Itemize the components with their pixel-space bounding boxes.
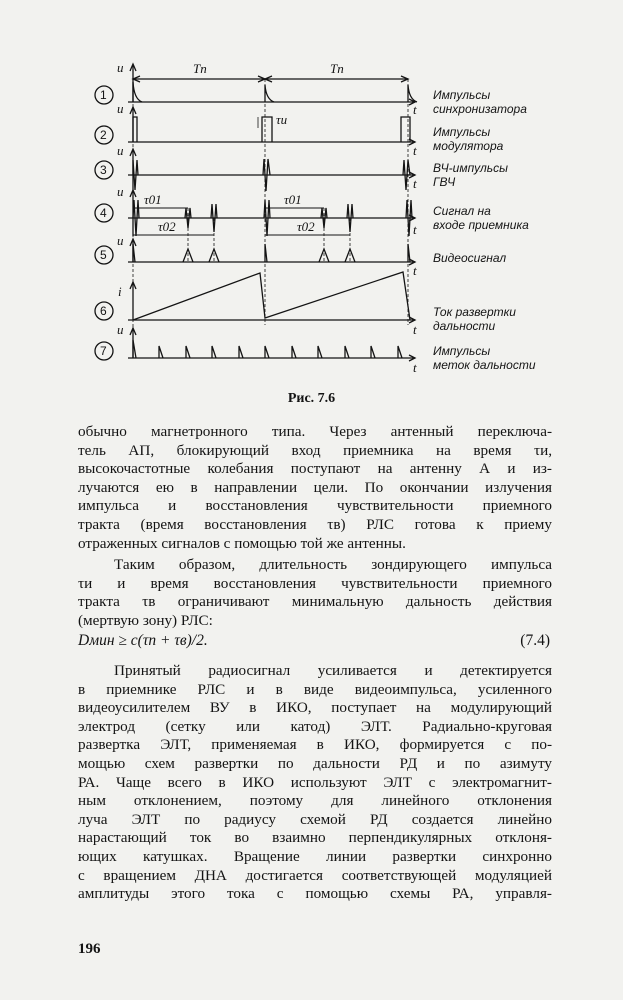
text-line: обычно магнетронного типа. Через антенный переключа-	[78, 423, 552, 440]
row-number: 3	[100, 163, 107, 177]
row-label: Импульсы	[433, 125, 491, 139]
formula-number: (7.4)	[520, 632, 550, 649]
axis-t-6: t	[413, 322, 417, 337]
text-line: развертка ЭЛТ, применяемая в ИКО, формируется с по-	[78, 736, 552, 754]
text-line: луча ЭЛТ по радиусу схемой РД создается линейно	[78, 810, 552, 828]
row-label: дальности	[433, 319, 496, 333]
row-label: Импульсы	[433, 344, 491, 358]
text-line: с вращением ДНА достигается соответствующей модуляцией	[78, 866, 552, 884]
row-number: 2	[100, 128, 107, 142]
timing-diagram	[0, 0, 623, 395]
text-line: ным отклонением, поэтому для линейного отклонения	[78, 792, 552, 810]
tau02-label-1: τ02	[158, 219, 176, 234]
period-label-2: Tп	[330, 61, 344, 76]
text-line: нарастающий ток во взаимно перпендикулярных отклоня-	[78, 829, 552, 847]
text-line: τи и время восстановления чувствительности приемного	[78, 574, 552, 592]
paragraph-3	[78, 662, 552, 904]
axis-t-5: t	[413, 263, 417, 278]
text-line: РА. Чаще всего в ИКО используют ЭЛТ с электромагнит-	[78, 773, 552, 791]
tau01-label-2: τ01	[284, 192, 302, 207]
row-number: 1	[100, 88, 107, 102]
row-label: Видеосигнал	[433, 251, 507, 265]
text-line: в приемнике РЛС и в виде видеоимпульса, усиленного	[78, 680, 552, 698]
text-line: лучаются ею в направлении цели. По окончании излучения	[78, 478, 552, 496]
text-line: амплитуды этого тока с помощью схемы РА, управля-	[78, 885, 552, 903]
text-line: тракта τв ограничивают минимальную дальность действия	[78, 593, 552, 611]
tau-i-label: τи	[276, 112, 288, 127]
row-number: 7	[100, 344, 107, 358]
formula-expression: Dмин ≥ c(τп + τв)/2.	[78, 632, 208, 649]
text-line: электрод (сетку или катод) ЭЛТ. Радиально-круговая	[78, 717, 552, 735]
text-line: импульса и восстановления чувствительности приемного	[78, 497, 552, 515]
text-line: Таким образом, длительность зондирующего импульса	[114, 556, 552, 573]
text-line: тракта (время восстановления τв) РЛС готова к приему	[78, 515, 552, 533]
page-number: 196	[78, 941, 101, 957]
axis-t-2: t	[413, 143, 417, 158]
axis-u-5: u	[117, 233, 124, 248]
row-label: модулятора	[433, 139, 504, 153]
text-line: Принятый радиосигнал усиливается и детектируется	[114, 662, 552, 679]
text-line: видеоусилителем ВУ в ИКО, поступает на модулирующий	[78, 699, 552, 717]
text-line: тель АП, блокирующий вход приемника на время τи,	[78, 441, 552, 459]
axis-u-4: u	[117, 184, 124, 199]
row-label: меток дальности	[433, 358, 536, 372]
text-line: мощью схем развертки по дальности РД и по азимуту	[78, 754, 552, 772]
text-line: ющих катушках. Вращение линии развертки синхронно	[78, 847, 552, 865]
text-line: высокочастотные колебания поступают на антенну А и из-	[78, 460, 552, 478]
tau02-label-2: τ02	[297, 219, 315, 234]
row-label: Сигнал на	[433, 204, 491, 218]
formula-7-4	[78, 632, 552, 650]
axis-u-1: u	[117, 60, 124, 75]
text-line: отраженных сигналов с помощью той же антенны.	[78, 534, 406, 552]
axis-t-7: t	[413, 360, 417, 375]
row-label: Ток развертки	[433, 305, 516, 319]
axis-u-7: u	[117, 322, 124, 337]
row-label: ГВЧ	[433, 175, 456, 189]
tau01-label-1: τ01	[144, 192, 162, 207]
axis-t-3: t	[413, 176, 417, 191]
row-label: входе приемника	[433, 218, 529, 232]
axis-u-3: u	[117, 143, 124, 158]
figure-caption: Рис. 7.6	[287, 391, 336, 406]
period-label-1: Tп	[193, 61, 207, 76]
row-label: Импульсы	[433, 88, 491, 102]
row-label: синхронизатора	[433, 102, 527, 116]
row-number: 4	[100, 206, 107, 220]
axis-i-6: i	[118, 284, 122, 299]
row-number: 5	[100, 248, 107, 262]
axis-t-1: t	[413, 102, 417, 117]
axis-t-4: t	[413, 222, 417, 237]
row-label: ВЧ-импульсы	[433, 161, 508, 175]
paragraph-2	[78, 556, 552, 630]
axis-u-2: u	[117, 101, 124, 116]
text-line: (мертвую зону) РЛС:	[78, 611, 213, 629]
paragraph-1	[78, 423, 552, 553]
row-number: 6	[100, 304, 107, 318]
